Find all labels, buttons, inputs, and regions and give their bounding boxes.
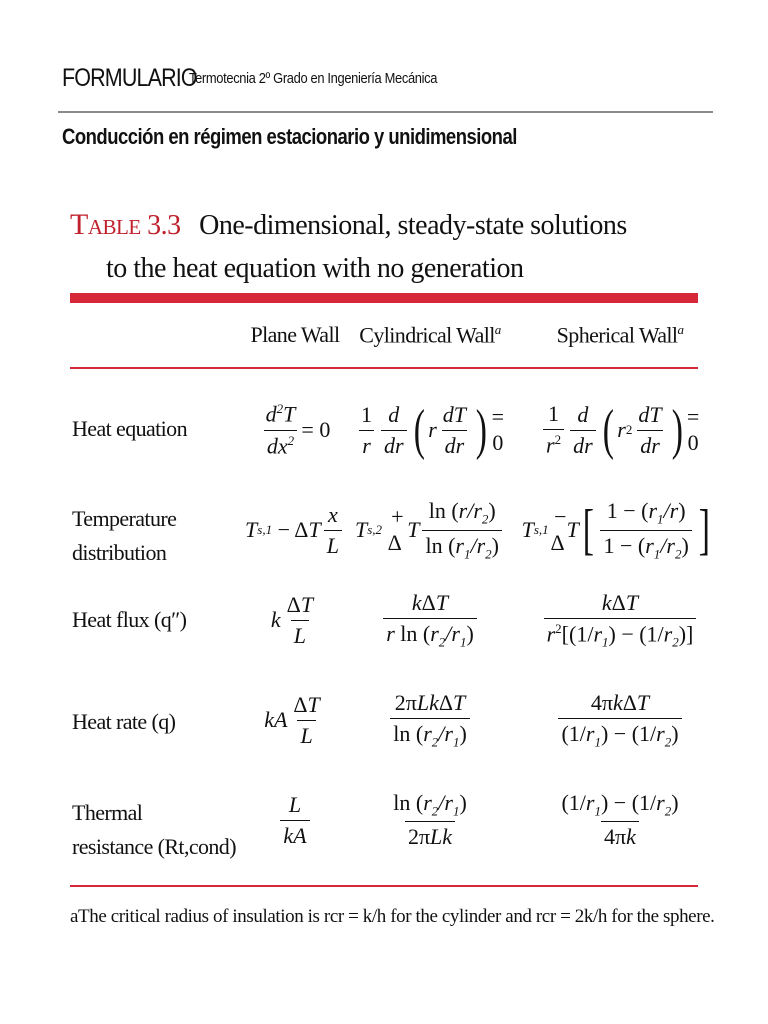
table-top-rule <box>70 293 698 303</box>
header-subtitle: Termotecnia 2º Grado en Ingeniería Mecánica <box>189 70 438 87</box>
table-title-text1: One-dimensional, steady-state solutions <box>199 210 627 241</box>
column-header-cylindrical-wall: Cylindrical Wall$^a$ <box>359 322 501 348</box>
column-header-plane-wall: Plane Wall <box>250 322 340 347</box>
table-bottom-rule <box>70 885 698 887</box>
row-label-thermal-resistance: Thermal resistance (Rt,cond) <box>72 800 236 859</box>
formula-spherical-heat-equation: $\frac{1}{r^2}$ $\frac{d}{dr}$ ( r 2 $\frac{dT}{dr}$ ) = 0 <box>540 390 700 470</box>
row-label-heat-flux: Heat flux (q″) <box>72 607 187 632</box>
formula-plane-temperature: T s,1 − Δ T $\frac{x}{L}$ <box>230 490 360 570</box>
formula-spherical-resistance: $\frac{(1/r_1) - (1/r_2)}{4\pi k}$ <box>561 789 679 850</box>
formula-spherical-heat-rate: $\frac{\text{4πkΔT}}{(1/r_1) - (1/r_2)}$ <box>540 685 700 755</box>
table-label: Table <box>70 208 141 241</box>
formula-plane-heat-equation: $\frac{d^2T}{dx^2}$ = 0 <box>265 401 331 458</box>
formula-plane-heat-flux: k $\frac{\Delta T}{L}$ <box>270 591 314 648</box>
row-label-heat-equation: Heat equation <box>72 416 187 441</box>
formula-spherical-heat-flux: $\frac{\text{kΔT}}{r^2[(1/r_1) - (1/r_2)]}$ <box>540 585 700 655</box>
formula-plane-resistance: $\frac{L}{kA}$ <box>230 785 360 855</box>
section-title: Conducción en régimen estacionario y unidimensional <box>62 124 517 149</box>
formula-cylindrical-heat-flux: $\frac{\text{kΔT}}{r \ln (r_2/r_1)}$ <box>355 585 505 655</box>
formula-cylindrical-temperature: T s,2 + Δ T $\frac{\ln (r/r_2)}{\ln (r_1/r_2)}$ <box>355 490 505 570</box>
table-header-rule <box>70 367 698 369</box>
table-number: 3.3 <box>147 210 181 241</box>
row-label-heat-rate: Heat rate (q) <box>72 709 176 734</box>
formula-plane-heat-rate: kA $\frac{\Delta T}{L}$ <box>264 691 320 748</box>
header-divider <box>58 111 713 113</box>
table-title-line2: to the heat equation with no generation <box>106 253 524 284</box>
table-footnote: aThe critical radius of insulation is rcr = k/h for the cylinder and rcr = 2k/h for the sphere. <box>70 906 715 927</box>
row-label-temperature-distribution: Temperature distribution <box>72 506 177 565</box>
formula-cylindrical-resistance: $\frac{\ln (r_2/r_1)}{\text{2πLk}}$ <box>393 789 467 850</box>
formula-cylindrical-heat-equation: $\frac{1}{r}$ $\frac{d}{dr}$ ( r $\frac{dT}{dr}$ ) = 0 <box>361 399 505 461</box>
formula-spherical-temperature: T s,1 − Δ T [ $\frac{1 - (r_1/r)}{1 - (r_1/r_2)}$ ] <box>521 498 710 561</box>
page-header <box>62 60 712 110</box>
header-title: FORMULARIO <box>62 64 197 92</box>
column-header-spherical-wall: Spherical Wall$^a$ <box>556 322 684 348</box>
table-title-line1 <box>70 208 627 242</box>
formula-cylindrical-heat-rate: $\frac{\text{2πLkΔT}}{\ln (r_2/r_1)}$ <box>355 685 505 755</box>
